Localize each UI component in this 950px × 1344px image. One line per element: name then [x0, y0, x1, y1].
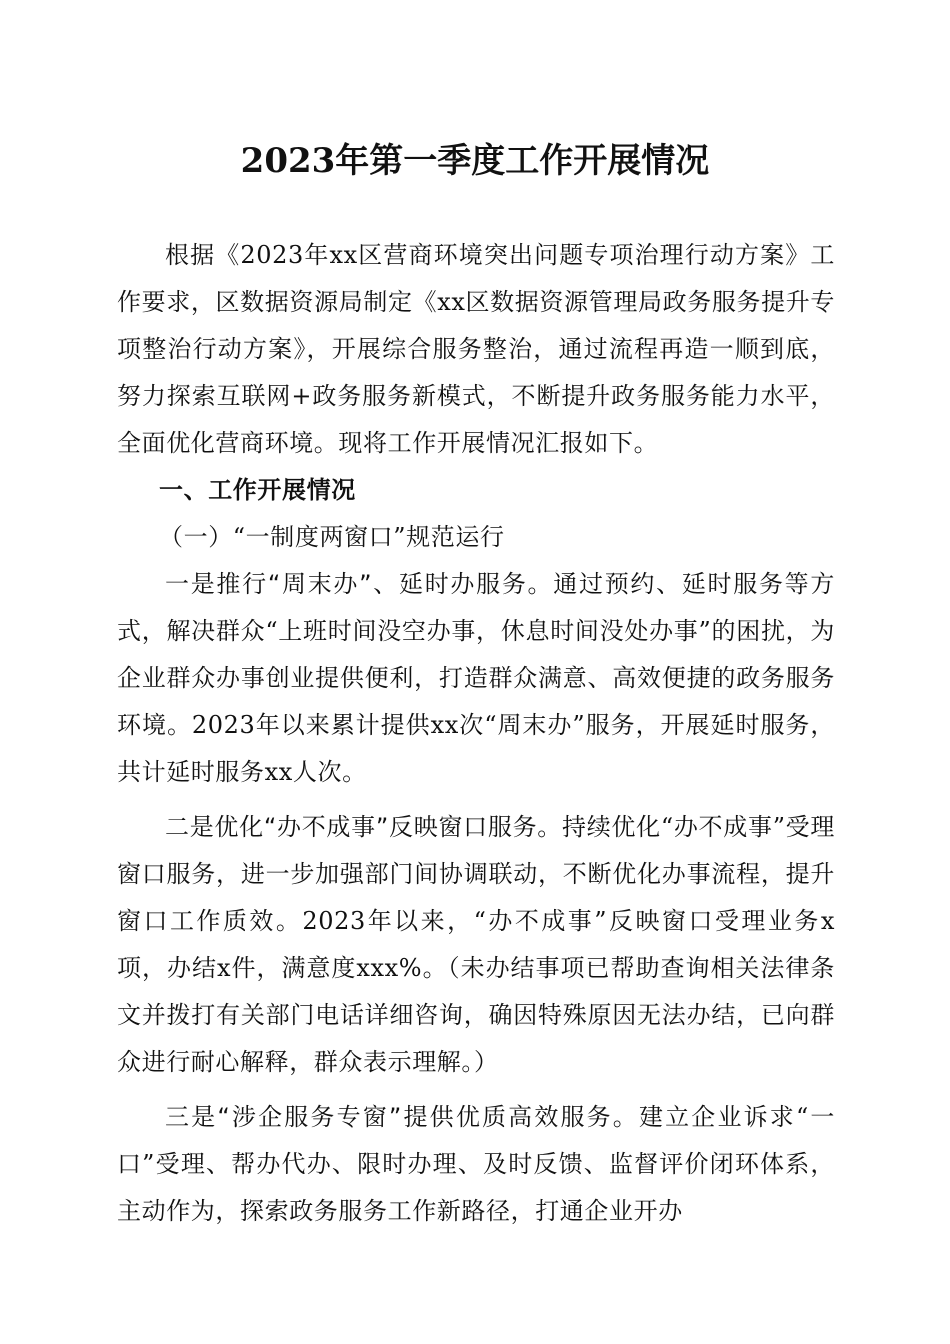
item-paragraph-3	[117, 1094, 835, 1235]
document-body	[117, 232, 835, 1235]
subsection-heading: （一）“一制度两窗口”规范运行	[159, 523, 505, 551]
item-lead-1: 一是推行“周末办”、延时办服务。	[165, 570, 554, 598]
document-title: 2023年第一季度工作开展情况	[240, 141, 710, 181]
paragraph-gap	[117, 1086, 835, 1094]
item-text-3: 建立企业诉求“一口”受理、帮办代办、限时办理、及时反馈、监督评价闭环体系，主动作为，探索政务服务工作新路径，打通企业开办	[117, 1103, 835, 1225]
item-paragraph-1	[117, 561, 835, 796]
paragraph-gap	[117, 796, 835, 804]
item-lead-2: 二是优化“办不成事”反映窗口服务。	[165, 813, 562, 841]
item-paragraph-2	[117, 804, 835, 1086]
intro-paragraph: 根据《2023年xx区营商环境突出问题专项治理行动方案》工作要求，区数据资源局制定《xx区数据资源管理局政务服务提升专项整治行动方案》，开展综合服务整治，通过流程再造一顺到底，努力探索互联网+政务服务新模式，不断提升政务服务能力水平，全面优化营商环境。现将工作开展情况汇报如下。	[117, 241, 835, 457]
item-lead-3: 三是“涉企服务专窗”提供优质高效服务。	[165, 1103, 639, 1131]
item-text-1: 通过预约、延时服务等方式，解决群众“上班时间没空办事，休息时间没处办事”的困扰，为企业群众办事创业提供便利，打造群众满意、高效便捷的政务服务环境。2023年以来累计提供xx次“周末办”服务，开展延时服务，共计延时服务xx人次。	[117, 570, 835, 786]
item-text-2: 持续优化“办不成事”受理窗口服务，进一步加强部门间协调联动，不断优化办事流程，提升窗口工作质效。2023年以来，“办不成事”反映窗口受理业务x项，办结x件，满意度xxx%。（未办结事项已帮助查询相关法律条文并拨打有关部门电话详细咨询，确因特殊原因无法办结，已向群众进行耐心解释，群众表示理解。）	[117, 813, 835, 1076]
section-heading: 一、工作开展情况	[159, 476, 356, 504]
